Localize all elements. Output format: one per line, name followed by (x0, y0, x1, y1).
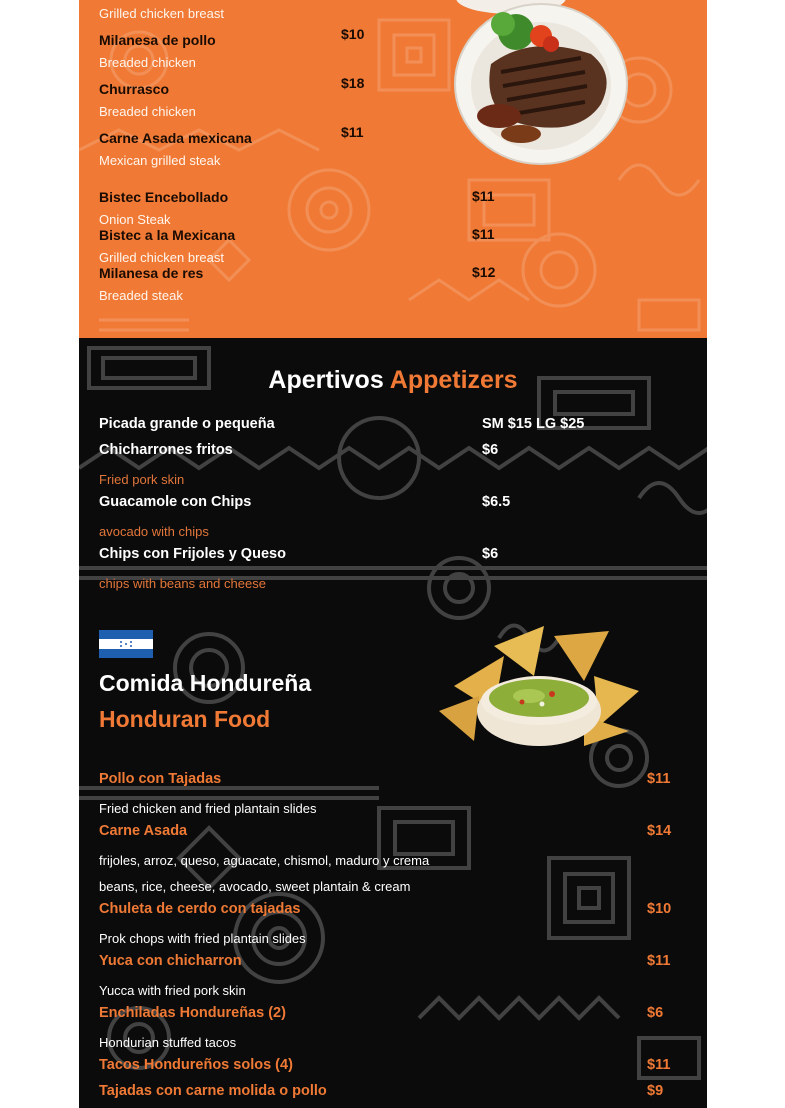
appetizer-price: $6.5 (482, 494, 511, 510)
menu-item-description: Grilled chicken breast (99, 250, 224, 265)
honduran-item-name: Carne Asada (99, 823, 188, 839)
mains-section (79, 0, 707, 338)
honduran-item-name: Chuleta de cerdo con tajadas (99, 901, 301, 917)
appetizer-name: Guacamole con Chips (99, 494, 252, 510)
menu-item-description: Breaded chicken (99, 104, 196, 119)
menu-item-price: $11 (341, 124, 364, 140)
honduran-item-description: Yucca with fried pork skin (99, 983, 246, 998)
appetizer-name: Chips con Frijoles y Queso (99, 546, 286, 562)
honduran-item-description: beans, rice, cheese, avocado, sweet plantain & cream (99, 879, 411, 894)
menu-item-description: Onion Steak (99, 212, 171, 227)
dark-section (79, 338, 707, 1108)
menu-item-name: Bistec a la Mexicana (99, 227, 236, 243)
appetizer-name: Picada grande o pequeña (99, 416, 275, 432)
honduran-item-price: $11 (647, 1057, 671, 1073)
appetizers-title-es: Apertivos (268, 366, 384, 394)
honduran-item-description: Hondurian stuffed tacos (99, 1035, 237, 1050)
menu-item-description: Breaded steak (99, 288, 183, 303)
honduran-item-price: $9 (647, 1083, 664, 1099)
honduran-item-description: frijoles, arroz, queso, aguacate, chismol, maduro y crema (99, 853, 430, 868)
menu-item-name: Milanesa de res (99, 265, 204, 281)
honduran-item-price: $11 (647, 771, 671, 787)
menu-item-name: Churrasco (99, 81, 170, 97)
honduran-item-name: Pollo con Tajadas (99, 771, 222, 787)
appetizer-name: Chicharrones fritos (99, 442, 233, 458)
honduran-item-price: $14 (647, 823, 672, 839)
menu-item-description: Mexican grilled steak (99, 153, 221, 168)
steak-plate-photo (451, 0, 631, 169)
appetizers-title-en: Appetizers (389, 366, 518, 394)
honduran-item-name: Tajadas con carne molida o pollo (99, 1083, 327, 1099)
honduran-item-price: $10 (647, 901, 672, 917)
menu-item-price: $11 (472, 226, 495, 242)
guacamole-chips-photo (434, 616, 644, 751)
menu-item-name: Milanesa de pollo (99, 32, 216, 48)
appetizer-price: SM $15 LG $25 (482, 416, 585, 432)
menu-item-price: $12 (472, 264, 496, 280)
menu-item-price: $11 (472, 188, 495, 204)
menu-page (79, 0, 707, 1108)
honduran-item-description: Fried chicken and fried plantain slides (99, 801, 317, 816)
appetizer-description: Fried pork skin (99, 472, 185, 487)
honduran-item-name: Enchiladas Hondureñas (2) (99, 1005, 286, 1021)
honduran-item-price: $6 (647, 1005, 664, 1021)
honduran-item-price: $11 (647, 953, 671, 969)
honduran-item-description: Prok chops with fried plantain slides (99, 931, 306, 946)
menu-item-name: Carne Asada mexicana (99, 130, 252, 146)
honduran-item-name: Yuca con chicharron (99, 953, 242, 969)
honduran-title-en: Honduran Food (99, 706, 271, 732)
menu-item-price: $18 (341, 75, 365, 91)
appetizer-description: avocado with chips (99, 524, 209, 539)
appetizer-price: $6 (482, 442, 499, 458)
appetizer-description: chips with beans and cheese (99, 576, 266, 591)
menu-item-description: Breaded chicken (99, 55, 196, 70)
menu-item-name: Bistec Encebollado (99, 189, 229, 205)
menu-item-price: $10 (341, 26, 365, 42)
appetizers-heading (79, 366, 707, 395)
honduras-flag-icon (99, 630, 153, 658)
honduran-title-es: Comida Hondureña (99, 670, 312, 696)
menu-item-description: Grilled chicken breast (99, 6, 224, 21)
appetizer-price: $6 (482, 546, 499, 562)
honduran-item-name: Tacos Hondureños solos (4) (99, 1057, 293, 1073)
